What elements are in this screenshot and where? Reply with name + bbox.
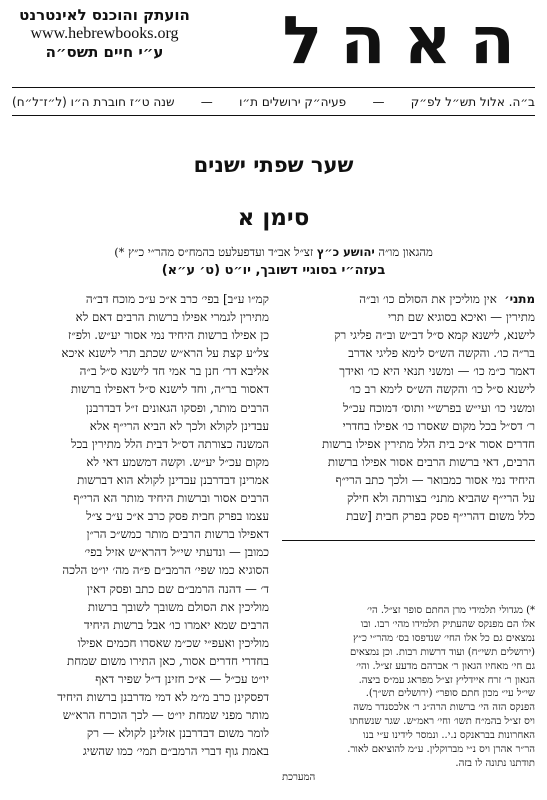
text-line: בחדרי חדרים אסור, כאן התירו משום שמחת: [67, 653, 269, 668]
section-title: שער שפתי ישנים: [193, 153, 354, 177]
source-credit: [12, 6, 197, 62]
text-line: באמת גוף דברי הרמב״ם תמי׳ כמו שהשיג: [82, 744, 269, 759]
source-url[interactable]: www.hebrewbooks.org: [30, 25, 179, 42]
left-column: [14, 290, 269, 760]
author-line: [20, 245, 527, 259]
text-line: אליבא דר׳ חנן בר אמי חד לישנא ס״ל ב״ה: [79, 364, 269, 379]
text-line: בר״ה כו׳. והקשה הש״ס לימא פליגי אדרב: [348, 346, 535, 361]
text-line: מתירין לגמרי אפילו ברשות הרבים דאם לא: [75, 310, 269, 325]
byline: בעזה״י בסוגיי דשובך, יו״ט (ט׳ ע״א): [161, 263, 386, 278]
author-name: יהושע כ״ץ: [316, 245, 375, 259]
issue-place: פעיה״ק ירושלים ת״ו: [239, 95, 347, 109]
issue-date: ב״ה. אלול תש״ל לפ״ק: [410, 95, 535, 109]
footnote-divider: [282, 540, 535, 541]
issue-volume: שנה ט״ז חוברת ה״ו (ל״ז־ל״ח): [12, 95, 175, 109]
text-line: צל״ע קצת על הרא״ש שכתב תרי לישנא איכא: [61, 346, 269, 361]
text-line: הרבים מותר, ופסקו הגאונים ז״ל דבדרבנן: [85, 400, 269, 415]
footnote-line: *) מגדולי תלמידי מרן החתם סופר זצ״ל. הי׳: [367, 605, 535, 616]
text-line: קמ״ו ע״ב] בפי׳ כרב א״כ ע״כ מוכח דב״ה: [85, 292, 269, 306]
text-line: לישנא, לישנא קמא ס״ל דב״ש וב״ה פליגי רק: [334, 328, 535, 343]
text-line: הסוגיא כמו שפי׳ הרמב״ם פ״ה מה׳ יו״ט הלכה: [62, 563, 269, 578]
text-line: מתירין — ואיכא בסוגיא שם תרי: [387, 310, 535, 325]
text-line: מתני׳ אין מוליכין את הסולם כו׳ וב״ה: [359, 292, 535, 306]
footnote-line: תודתנו נתונה לו בזה.: [455, 757, 535, 769]
issue-separator: —: [200, 95, 213, 109]
footnote-line: גם חי׳ מאחיו הגאון ר׳ אברהם מדעע זצ״ל. והי׳: [356, 660, 535, 672]
issue-info: [12, 92, 535, 112]
text-line: מוליכין את הסולם משובך לשובך ברשות: [87, 599, 269, 614]
footnote-line: האחרונות בבראנקס נ.י.. ונמסר לידינו ע״י בנו: [363, 730, 535, 742]
text-line: חדרים אסור א״כ בית הלל מתירין אפילו ברשות: [322, 436, 535, 451]
text-line: הרבים שמא יאמרו כו׳ אבל ברשות היחיד: [83, 617, 269, 632]
text-line: היחיד נמי אסור כמבואר — ולכך כתב הרי״ף: [335, 472, 535, 487]
text-line: מותר מפני שמחת יו״ט — לכך הוכרח הרא״ש: [62, 708, 269, 723]
footnote: [282, 604, 535, 785]
text-line: כן אפילו ברשות היחיד נמי אסור יע״ש. ולפ״ז: [68, 328, 269, 343]
text-line: ד׳ — דהנה הרמב״ם שם כתב ופסק דאין: [86, 581, 269, 596]
text-line: עצמו בפרק חבית פסק כרב א״כ ע״כ צ״ל: [86, 509, 269, 524]
author-suffix: זצ״ל אב״ד ועדפעלעט בהמח״ס מהר״י כ״ץ *): [114, 245, 314, 259]
footnote-line: (ירושלים תשי״ח) ועוד דרשות רבות. וכן נמצאים: [350, 646, 535, 658]
text-line: כמובן — ונדעתי שי״ל דהרא״ש אזיל בפי׳: [84, 545, 269, 560]
issue-separator: —: [372, 95, 385, 109]
text-line: על הרי״ף שהביא מתני׳ בצורתה ולא חילק: [347, 491, 535, 506]
header-rule-top: [12, 87, 535, 88]
footnote-line: הגאון ר׳ זרח איידליץ זצ״ל מפראג עמ״ס ביצה.: [358, 674, 535, 686]
footnote-line: שי״ל עי״ מכון חתם סופר״ (ירושלים תש״ך).: [365, 688, 535, 700]
text-line: לישנא ס״ל כו׳ והקשה הש״ס לימא רב כו׳: [349, 382, 535, 397]
text-line: הרבים אסור וברשות היחיד מותר הא הרי״ף: [73, 491, 269, 506]
text-line: אמרינן דבדרבנן עבדינן לקולא הוא דברשות: [77, 472, 269, 487]
text-line: מקום עכ״ל יע״ש. וקשה דמשמע דאי לא: [86, 454, 269, 469]
footnote-line: אלו הם מפנקס שהעתיק תלמידו מהי׳ רבו. ובו: [360, 618, 535, 630]
text-line: דאמר כ״מ כו׳ — ומשני תנאי היא כו׳ ואידך: [339, 364, 535, 379]
text-line: יו״ט עכ״ל — א״כ חזינן ד״ל שפיר דאף: [95, 671, 269, 686]
siman-heading: סימן א: [237, 205, 310, 231]
text-line: עבדינן לקולא ולכך לא הביא הרי״ף אלא: [89, 418, 269, 433]
text-line: מוליכין ואעפ״י שכ״מ שאסרו חכמים אפילו: [77, 635, 269, 650]
text-line: כלל משום דהרי״ף פסק בפרק חבית [שבת: [346, 509, 535, 524]
text-line: דאסור בר״ה, וחד לישנא ס״ל דאפילו ברשות: [70, 382, 269, 397]
footnote-signature: המערכת: [282, 771, 316, 783]
right-column: [280, 290, 535, 525]
text-line: דאפילו ברשות הרבים מותר כמש״כ הר״ן: [86, 527, 269, 542]
author-prefix: מהגאון מו״ה: [378, 245, 433, 259]
text-line: לומר משום דבדרבנן אזלינן לקולא — רק: [86, 726, 269, 741]
text-line: המשנה כצורתה דס״ל דבית הלל מתירין בכל: [71, 436, 269, 451]
source-line-2: ע״י חיים תשס״ה: [45, 43, 164, 61]
text-line: דפסקינן כרב מ״מ לא דמי מדרבנן ברשות היחיד: [57, 690, 269, 705]
lead-word: מתני׳: [504, 292, 535, 306]
source-line-1: הועתק והוכנס לאינטרנט: [19, 6, 190, 24]
text-line: ומשני כו׳ ועי״ש בפרש״י ותוס׳ דמוכח עכ״ל: [342, 400, 535, 415]
header-rule-bottom: [12, 115, 535, 116]
text-line: הרבים, דאי ברשות הרבים אסור אפילו ברשות: [327, 454, 535, 469]
footnote-line: ויס זצ״ל בהמ״ח תשו׳ וחי׳ ראמ״ש. שגר שנשחתו: [349, 716, 535, 728]
masthead-title: האהל: [282, 2, 533, 79]
footnote-line: הפנקס הזה הי׳ ברשות הרה״ג ר׳ אלכסנדר משה: [353, 702, 535, 714]
footnote-line: נמצאים גם כל אלו החי׳ שנדפסו בס׳ מהר״י כ״ץ: [352, 632, 535, 644]
text-line: ר׳ דס״ל בכל מקום שאסרו כו׳ אפילו בחדרי: [342, 418, 535, 433]
footnote-line: הר״ר אהרן ויס נ״י מברוקלין. ע״מ להוציאם לאור.: [347, 744, 535, 756]
